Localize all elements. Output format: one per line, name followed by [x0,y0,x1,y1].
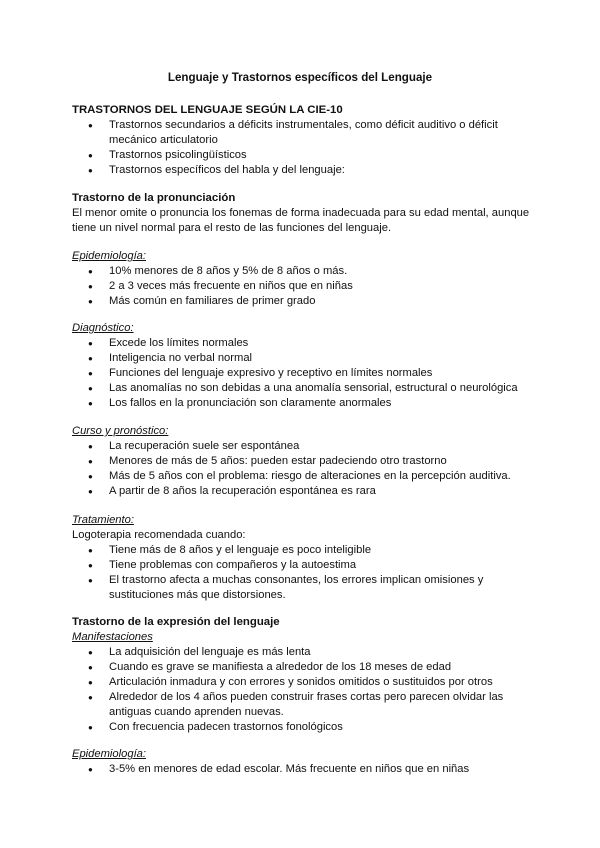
pronunciacion-section [72,191,532,236]
list-item: ● El trastorno afecta a muchas consonantes, los errores implican omisiones y sustituciones más que distorsiones. [72,573,532,603]
curso-list [72,439,532,499]
list-item: ● La recuperación suele ser espontánea [72,439,532,454]
list-item: ● Cuando es grave se manifiesta a alrededor de los 18 meses de edad [72,660,532,675]
subheading: Tratamiento: [72,514,134,526]
expresion-epidemiologia [72,747,532,777]
list-item: ● Menores de más de 5 años: pueden estar padeciendo otro trastorno [72,454,532,469]
list-item: ● Inteligencia no verbal normal [72,351,532,366]
subheading: Epidemiología: [72,250,147,262]
pronunciacion-diagnostico [72,321,532,411]
list-item: ● Las anomalías no son debidas a una anomalía sensorial, estructural o neurológica [72,381,532,396]
list-item: ● Con frecuencia padecen trastornos fonológicos [72,720,532,735]
list-item: ● Trastornos secundarios a déficits instrumentales, como déficit auditivo o déficit mecánico articulatorio [72,118,532,148]
tratamiento-intro: Logoterapia recomendada cuando: [72,529,246,541]
pronunciacion-curso [72,424,532,499]
cie-heading: TRASTORNOS DEL LENGUAJE SEGÚN LA CIE-10 [72,104,343,116]
cie-list [72,118,532,178]
pronunciacion-heading: Trastorno de la pronunciación [72,192,236,204]
diagnostico-list [72,336,532,411]
subheading: Manifestaciones [72,631,153,643]
subheading: Diagnóstico: [72,322,134,334]
list-item: ● Más de 5 años con el problema: riesgo de alteraciones en la percepción auditiva. [72,469,532,484]
subheading: Epidemiología: [72,748,147,760]
list-item: ● 3-5% en menores de edad escolar. Más frecuente en niños que en niñas [72,762,532,777]
list-item: ● Trastornos específicos del habla y del lenguaje: [72,163,532,178]
pronunciacion-tratamiento [72,513,532,603]
list-item: ● Articulación inmadura y con errores y sonidos omitidos o sustituidos por otros [72,675,532,690]
list-item: ● A partir de 8 años la recuperación espontánea es rara [72,484,532,499]
document-title: Lenguaje y Trastornos específicos del Lenguaje [167,71,433,84]
list-item: ● Tiene problemas con compañeros y la autoestima [72,558,532,573]
list-item: ● Excede los límites normales [72,336,532,351]
list-item: ● Los fallos en la pronunciación son claramente anormales [72,396,532,411]
list-item: ● Alrededor de los 4 años pueden construir frases cortas pero parecen olvidar las antiguas cuando aprenden nuevas. [72,690,532,720]
list-item: ● Trastornos psicolingüísticos [72,148,532,163]
list-item: ● Funciones del lenguaje expresivo y receptivo en límites normales [72,366,532,381]
expresion-heading: Trastorno de la expresión del lenguaje [72,616,280,628]
subheading: Curso y pronóstico: [72,425,169,437]
list-item: ● 2 a 3 veces más frecuente en niños que en niñas [72,279,532,294]
pronunciacion-intro: El menor omite o pronuncia los fonemas de forma inadecuada para su edad mental, aunque tiene un nivel normal para el resto de las funciones del lenguaje. [72,207,530,234]
pronunciacion-epidemiologia [72,249,532,309]
list-item: ● Más común en familiares de primer grado [72,294,532,309]
list-item: ● Tiene más de 8 años y el lenguaje es poco inteligible [72,543,532,558]
epidemiologia-list [72,264,532,309]
expresion-section [72,615,532,735]
epidemiologia-list [72,762,532,777]
tratamiento-list [72,543,532,603]
list-item: ● 10% menores de 8 años y 5% de 8 años o más. [72,264,532,279]
manifestaciones-list [72,645,532,735]
list-item: ● La adquisición del lenguaje es más lenta [72,645,532,660]
cie-section [72,103,532,178]
